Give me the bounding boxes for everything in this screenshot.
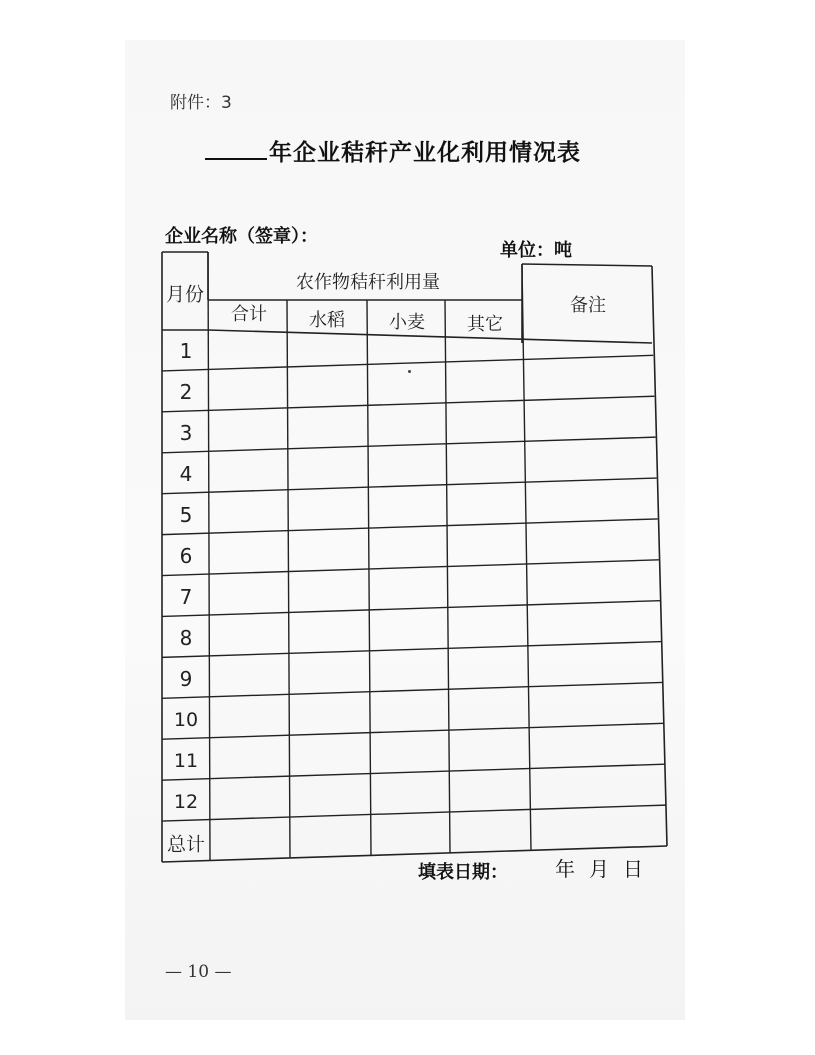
data-cell[interactable] xyxy=(291,825,365,858)
remarks-cell[interactable] xyxy=(529,539,653,572)
data-cell[interactable] xyxy=(450,375,523,408)
data-cell[interactable] xyxy=(212,416,285,449)
column-divider xyxy=(287,300,290,858)
remarks-cell[interactable] xyxy=(529,580,653,613)
table-top-border-right xyxy=(522,264,652,266)
data-cell[interactable] xyxy=(212,457,285,490)
data-cell[interactable] xyxy=(450,334,523,367)
data-cell[interactable] xyxy=(212,702,285,735)
data-cell[interactable] xyxy=(291,457,365,490)
row-label: 7 xyxy=(179,585,193,609)
data-cell[interactable] xyxy=(450,825,523,858)
data-cell[interactable] xyxy=(450,620,523,653)
row-label: 3 xyxy=(179,421,193,446)
data-cell[interactable] xyxy=(212,620,285,653)
table-right-border xyxy=(652,266,667,846)
row-label: 1 xyxy=(179,339,193,364)
unit-label: 单位：吨 xyxy=(500,240,572,261)
data-cell[interactable] xyxy=(450,743,523,776)
row-label: 9 xyxy=(179,666,193,691)
data-cell[interactable] xyxy=(450,416,523,449)
data-cell[interactable] xyxy=(371,498,444,531)
data-cell[interactable] xyxy=(291,334,365,367)
row-label: 8 xyxy=(179,625,193,650)
subheader-wheat: 小麦 xyxy=(389,312,425,333)
column-divider xyxy=(208,252,210,860)
data-cell[interactable] xyxy=(291,375,365,408)
row-label: 4 xyxy=(179,462,193,487)
data-cell[interactable] xyxy=(212,743,285,776)
row-label: 12 xyxy=(173,790,199,813)
remarks-cell[interactable] xyxy=(529,784,653,817)
scan-speck xyxy=(408,370,411,373)
data-cell[interactable] xyxy=(371,743,444,776)
remarks-header: 备注 xyxy=(570,295,606,316)
data-cell[interactable] xyxy=(371,416,444,449)
row-label: 总计 xyxy=(166,833,206,856)
data-cell[interactable] xyxy=(450,539,523,572)
data-cell[interactable] xyxy=(291,743,365,776)
remarks-cell[interactable] xyxy=(529,375,653,408)
subheader-other: 其它 xyxy=(467,314,503,335)
data-cell[interactable] xyxy=(371,457,444,490)
remarks-cell[interactable] xyxy=(529,743,653,776)
data-cell[interactable] xyxy=(291,416,365,449)
data-cell[interactable] xyxy=(212,539,285,572)
data-cell[interactable] xyxy=(291,498,365,531)
row-label: 6 xyxy=(179,544,193,569)
data-cell[interactable] xyxy=(212,784,285,817)
data-cell[interactable] xyxy=(450,498,523,531)
row-label: 10 xyxy=(173,708,199,731)
data-cell[interactable] xyxy=(212,498,285,531)
data-cell[interactable] xyxy=(371,334,444,367)
data-cell[interactable] xyxy=(212,825,285,858)
group-header: 农作物秸秆利用量 xyxy=(296,272,440,293)
remarks-cell[interactable] xyxy=(529,457,653,490)
data-cell[interactable] xyxy=(371,825,444,858)
remarks-cell[interactable] xyxy=(529,702,653,735)
data-cell[interactable] xyxy=(450,580,523,613)
data-cell[interactable] xyxy=(371,661,444,694)
data-cell[interactable] xyxy=(291,702,365,735)
data-cell[interactable] xyxy=(291,580,365,613)
data-cell[interactable] xyxy=(212,334,285,367)
data-cell[interactable] xyxy=(371,375,444,408)
data-cell[interactable] xyxy=(291,539,365,572)
data-cell[interactable] xyxy=(291,661,365,694)
remarks-cell[interactable] xyxy=(529,498,653,531)
date-units: 年月日 xyxy=(555,857,657,881)
page-number: — 10 — xyxy=(165,962,232,982)
data-cell[interactable] xyxy=(371,620,444,653)
data-cell[interactable] xyxy=(291,620,365,653)
data-cell[interactable] xyxy=(371,580,444,613)
data-cell[interactable] xyxy=(371,784,444,817)
data-cell[interactable] xyxy=(450,661,523,694)
fill-date-label: 填表日期： xyxy=(418,862,508,883)
row-label: 5 xyxy=(179,503,193,528)
remarks-cell[interactable] xyxy=(529,661,653,694)
data-cell[interactable] xyxy=(291,784,365,817)
subheader-rice: 水稻 xyxy=(309,310,345,331)
data-cell[interactable] xyxy=(371,539,444,572)
data-cell[interactable] xyxy=(371,702,444,735)
data-cell[interactable] xyxy=(212,375,285,408)
company-name-label: 企业名称（签章）： xyxy=(165,226,318,247)
data-cell[interactable] xyxy=(212,661,285,694)
row-label: 2 xyxy=(179,380,193,405)
remarks-cell[interactable] xyxy=(529,416,653,449)
title-text: 年企业秸秆产业化利用情况表 xyxy=(269,140,581,166)
remarks-cell[interactable] xyxy=(529,620,653,653)
month-header: 月份 xyxy=(165,283,205,306)
data-cell[interactable] xyxy=(450,457,523,490)
row-label: 11 xyxy=(173,749,199,772)
data-cell[interactable] xyxy=(450,784,523,817)
data-cell[interactable] xyxy=(212,580,285,613)
attachment-label: 附件：3 xyxy=(170,93,232,113)
remarks-cell[interactable] xyxy=(529,334,653,367)
subheader-total: 合计 xyxy=(231,304,267,325)
data-cell[interactable] xyxy=(450,702,523,735)
